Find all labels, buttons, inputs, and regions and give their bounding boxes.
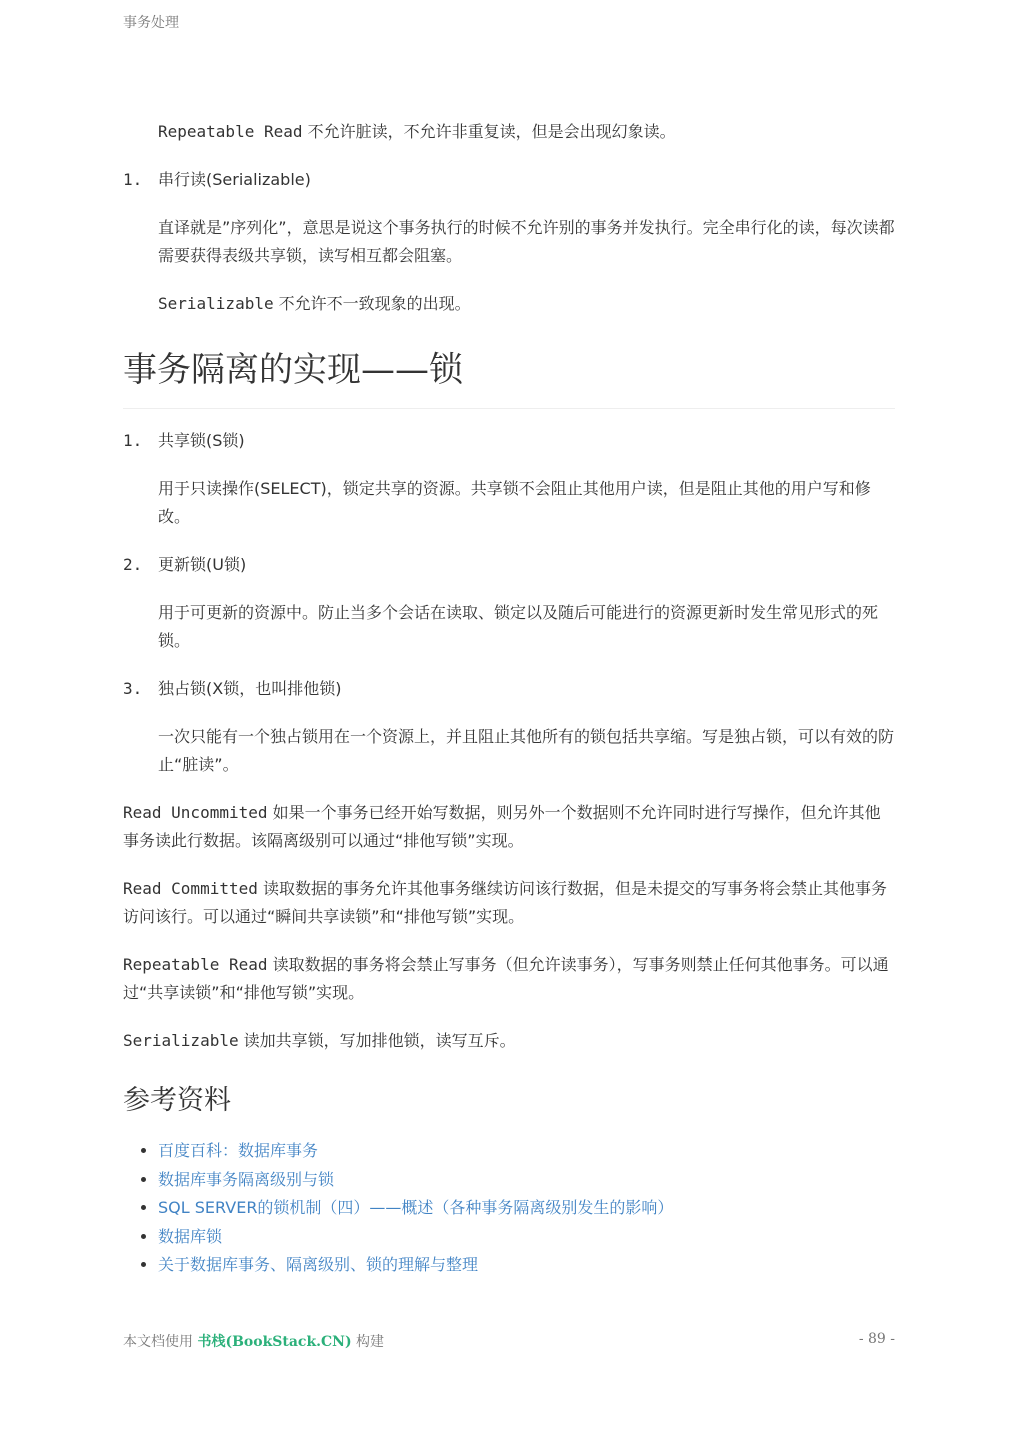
list-number: 1. [123, 170, 143, 189]
section-heading-references: 参考资料 [123, 1085, 231, 1116]
list-item-title: 串行读(Serializable) [158, 170, 311, 189]
list-item-exclusive-lock [123, 675, 895, 703]
paragraph-text: 读取数据的事务允许其他事务继续访问该行数据，但是未提交的写事务将会禁止其他事务访问该行。可以通过“瞬间共享读锁”和“排他写锁”实现。 [123, 879, 887, 926]
term-serializable: Serializable [158, 294, 274, 313]
reference-list [123, 1137, 895, 1280]
reference-link-isolation-locks[interactable]: 数据库事务隔离级别与锁 [158, 1169, 335, 1189]
paragraph-serializable-note [123, 290, 895, 318]
page-footer [123, 1331, 895, 1351]
term: Read Committed [123, 879, 258, 898]
paragraph-read-uncommited [123, 799, 895, 855]
page-number: - 89 - [858, 1331, 895, 1347]
list-item [158, 1223, 895, 1252]
term: Serializable [123, 1031, 239, 1050]
document-body [123, 118, 895, 1280]
reference-link-db-locks[interactable]: 数据库锁 [158, 1226, 223, 1246]
reference-link-understanding[interactable]: 关于数据库事务、隔离级别、锁的理解与整理 [158, 1255, 479, 1274]
brand-link[interactable]: 书栈(BookStack.CN) [197, 1334, 352, 1350]
list-item-desc: 一次只能有一个独占锁用在一个资源上，并且阻止其他所有的锁包括共享缩。写是独占锁，可以有效的防止“脏读”。 [158, 727, 895, 774]
list-item-update-lock [123, 551, 895, 579]
page-header: 事务处理 [123, 15, 179, 31]
list-item-title: 共享锁(S锁) [158, 431, 245, 450]
paragraph-repeatable-read [123, 118, 895, 146]
list-item [158, 1251, 895, 1280]
list-item-serializable [123, 166, 895, 194]
reference-link-baidu[interactable]: 百度百科：数据库事务 [158, 1141, 319, 1160]
list-number: 2. [123, 555, 143, 574]
list-item-desc: 用于只读操作(SELECT)，锁定共享的资源。共享锁不会阻止其他用户读，但是阻止其他的用户写和修改。 [158, 479, 871, 526]
paragraph-text: 读取数据的事务将会禁止写事务（但允许读事务），写事务则禁止任何其他事务。可以通过“共享读锁”和“排他写锁”实现。 [123, 955, 889, 1002]
footer-suffix: 构建 [351, 1334, 385, 1350]
paragraph-serializable-desc: 直译就是”序列化”，意思是说这个事务执行的时候不允许别的事务并发执行。完全串行化的读，每次读都需要获得表级共享锁，读写相互都会阻塞。 [158, 218, 895, 265]
list-item-desc: 用于可更新的资源中。防止当多个会话在读取、锁定以及随后可能进行的资源更新时发生常见形式的死锁。 [158, 603, 879, 650]
term: Repeatable Read [123, 955, 268, 974]
paragraph-repeatable-read-lock [123, 951, 895, 1007]
list-item [158, 1194, 895, 1223]
list-number: 1. [123, 431, 143, 450]
list-item-title: 更新锁(U锁) [158, 555, 247, 574]
list-item [158, 1166, 895, 1195]
list-item-title: 独占锁(X锁，也叫排他锁) [158, 679, 342, 698]
term: Read Uncommited [123, 803, 268, 822]
footer-prefix: 本文档使用 [123, 1334, 198, 1350]
footer-credit [123, 1331, 384, 1351]
paragraph-text: 不允许不一致现象的出现。 [273, 294, 471, 313]
section-heading-locks: 事务隔离的实现——锁 [123, 348, 895, 409]
list-item-shared-lock [123, 427, 895, 455]
paragraph-text: 如果一个事务已经开始写数据，则另外一个数据则不允许同时进行写操作，但允许其他事务读此行数据。该隔离级别可以通过“排他写锁”实现。 [123, 803, 881, 850]
paragraph-serializable-lock [123, 1027, 895, 1055]
reference-link-sqlserver[interactable]: SQL SERVER的锁机制（四）——概述（各种事务隔离级别发生的影响） [158, 1198, 674, 1217]
list-item [158, 1137, 895, 1166]
paragraph-text: 读加共享锁，写加排他锁，读写互斥。 [238, 1031, 516, 1050]
paragraph-read-committed [123, 875, 895, 931]
list-number: 3. [123, 679, 143, 698]
paragraph-text: 不允许脏读，不允许非重复读，但是会出现幻象读。 [302, 122, 676, 141]
term-repeatable-read: Repeatable Read [158, 122, 303, 141]
